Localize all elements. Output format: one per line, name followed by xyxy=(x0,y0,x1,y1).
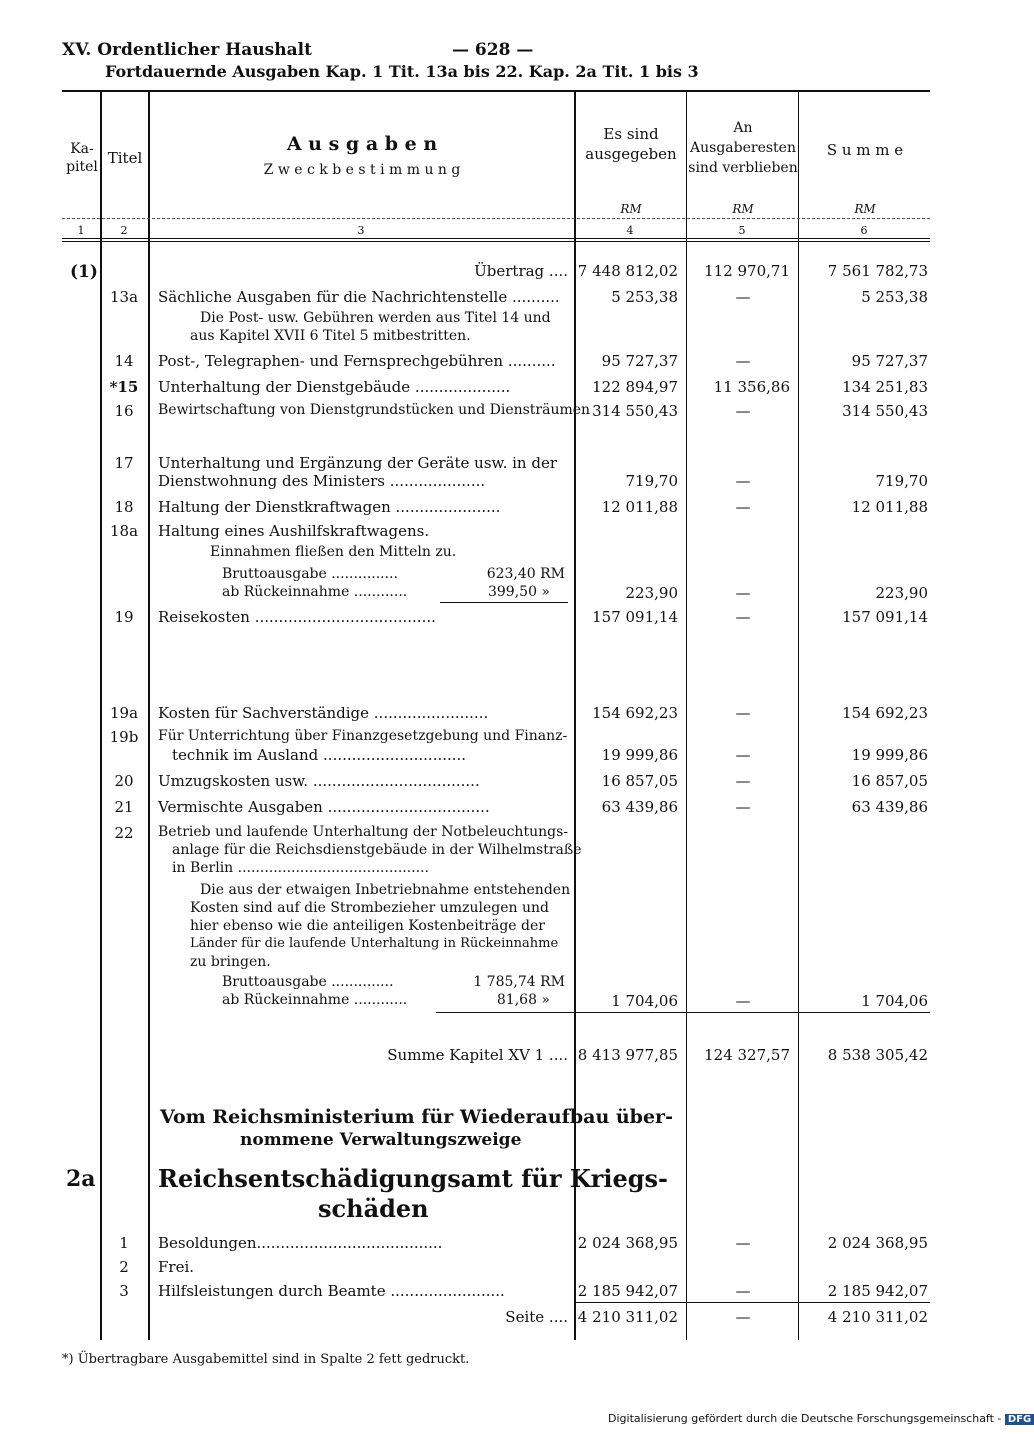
rule-22 xyxy=(436,1012,930,1013)
summe-kapitel-summe: 8 538 305,42 xyxy=(827,1046,928,1064)
brutto-18a-value: 623,40 RM xyxy=(486,566,565,582)
header-bottom-rule-2 xyxy=(62,241,930,242)
note-22-2: Kosten sind auf die Strombezieher umzulegen und xyxy=(190,900,549,916)
brutto-18a-label: Bruttoausgabe ............... xyxy=(222,566,398,582)
dfg-logo: DFG xyxy=(1005,1414,1034,1425)
rule-18a xyxy=(440,602,568,603)
col-num-1: 1 xyxy=(77,224,85,237)
desc-22-2: anlage für die Reichsdienstgebäude in der Wilhelmstraße xyxy=(172,842,582,858)
col-head-zweck: Z w e c k b e s t i m m u n g xyxy=(263,162,461,178)
amount-2a-3: 2 185 942,07 xyxy=(577,1282,678,1300)
desc-2a-1: Besoldungen....................................... xyxy=(158,1234,443,1252)
desc-19: Reisekosten ...................................... xyxy=(158,608,436,626)
sum-16: 314 550,43 xyxy=(842,402,928,420)
unit-5: RM xyxy=(732,202,754,216)
titel-2a-3: 3 xyxy=(119,1282,129,1300)
reste-21: — xyxy=(735,798,751,816)
amount-19b: 19 999,86 xyxy=(601,746,678,764)
uebertrag-reste: 112 970,71 xyxy=(704,262,790,280)
titel-19b: 19b xyxy=(109,728,139,746)
desc-17-2: Dienstwohnung des Ministers .................... xyxy=(158,472,486,490)
sum-19b: 19 999,86 xyxy=(851,746,928,764)
desc-22-1: Betrieb und laufende Unterhaltung der Notbeleuchtungs- xyxy=(158,824,568,840)
rueck-22-value: 81,68 » xyxy=(496,992,550,1008)
rueck-18a-value: 399,50 » xyxy=(487,584,550,600)
header-subtitle: Fortdauernde Ausgaben Kap. 1 Tit. 13a bis 22. Kap. 2a Tit. 1 bis 3 xyxy=(105,62,699,81)
reste-22: — xyxy=(735,992,751,1010)
sum-14: 95 727,37 xyxy=(851,352,928,370)
amount-15: 122 894,97 xyxy=(592,378,678,396)
kapitel-1: (1) xyxy=(70,262,98,282)
amount-14: 95 727,37 xyxy=(601,352,678,370)
desc-15: Unterhaltung der Dienstgebäude .................... xyxy=(158,378,511,396)
col-head-ausgabereste: An Ausgaberesten sind verblieben xyxy=(688,120,798,176)
kapitel-2a: 2a xyxy=(66,1166,96,1192)
amount-17: 719,70 xyxy=(625,472,678,490)
col-head-ausgaben: A u s g a b e n xyxy=(286,133,438,155)
reste-2a-3: — xyxy=(735,1282,751,1300)
col-head-kapitel: Ka- pitel xyxy=(66,141,98,175)
table-top-rule xyxy=(62,90,930,92)
titel-2a-1: 1 xyxy=(119,1234,129,1252)
col-num-5: 5 xyxy=(738,224,746,237)
sum-19a: 154 692,23 xyxy=(842,704,928,722)
sum-18a: 223,90 xyxy=(875,584,928,602)
sum-15: 134 251,83 xyxy=(842,378,928,396)
reste-17: — xyxy=(735,472,751,490)
col-head-ausgegeben: Es sind ausgegeben xyxy=(585,125,677,163)
reste-13a: — xyxy=(735,288,751,306)
col-num-4: 4 xyxy=(626,224,634,237)
sum-20: 16 857,05 xyxy=(851,772,928,790)
uebertrag-summe: 7 561 782,73 xyxy=(827,262,928,280)
sum-18: 12 011,88 xyxy=(851,498,928,516)
titel-21: 21 xyxy=(114,798,134,816)
unit-6: RM xyxy=(854,202,876,216)
reste-16: — xyxy=(735,402,751,420)
desc-13a: Sächliche Ausgaben für die Nachrichtenstelle .......... xyxy=(158,288,560,306)
big-heading-1: Reichsentschädigungsamt für Kriegs- xyxy=(158,1164,669,1193)
desc-18a: Haltung eines Aushilfskraftwagens. xyxy=(158,522,430,540)
seite-label: Seite .... xyxy=(505,1308,568,1326)
sum-17: 719,70 xyxy=(875,472,928,490)
rueck-22-label: ab Rückeinnahme ............ xyxy=(222,992,408,1008)
titel-22: 22 xyxy=(114,824,134,842)
reste-18a: — xyxy=(735,584,751,602)
titel-19: 19 xyxy=(114,608,134,626)
unit-4: RM xyxy=(620,202,642,216)
desc-2a-2: Frei. xyxy=(158,1258,195,1276)
header-title: XV. Ordentlicher Haushalt xyxy=(62,40,312,60)
col-head-summe: S u m m e xyxy=(826,141,904,159)
rule-seite xyxy=(574,1302,930,1303)
desc-19a: Kosten für Sachverständige ........................ xyxy=(158,704,489,722)
reste-19: — xyxy=(735,608,751,626)
titel-14: 14 xyxy=(114,352,134,370)
amount-22: 1 704,06 xyxy=(611,992,678,1010)
reste-15: 11 356,86 xyxy=(713,378,790,396)
titel-13a: 13a xyxy=(109,288,139,306)
note-22-4: Länder für die laufende Unterhaltung in Rückeinnahme xyxy=(190,936,559,951)
big-heading-2: schäden xyxy=(318,1194,429,1223)
header-dash-rule xyxy=(62,218,930,219)
amount-21: 63 439,86 xyxy=(601,798,678,816)
sum-19: 157 091,14 xyxy=(842,608,928,626)
section-heading-1: Vom Reichsministerium für Wiederaufbau über- xyxy=(160,1106,673,1128)
note-22-3: hier ebenso wie die anteiligen Kostenbeiträge der xyxy=(190,918,545,934)
sum-2a-1: 2 024 368,95 xyxy=(827,1234,928,1252)
desc-16: Bewirtschaftung von Dienstgrundstücken und Diensträumen xyxy=(158,402,591,418)
amount-18a: 223,90 xyxy=(625,584,678,602)
reste-18: — xyxy=(735,498,751,516)
titel-18a: 18a xyxy=(109,522,139,540)
col-num-3: 3 xyxy=(357,224,365,237)
titel-20: 20 xyxy=(114,772,134,790)
note-13a-2: aus Kapitel XVII 6 Titel 5 mitbestritten. xyxy=(190,328,471,344)
titel-18: 18 xyxy=(114,498,134,516)
col-num-2: 2 xyxy=(120,224,128,237)
desc-17-1: Unterhaltung und Ergänzung der Geräte usw. in der xyxy=(158,454,558,472)
amount-19: 157 091,14 xyxy=(592,608,678,626)
credit-line xyxy=(608,1412,1034,1425)
sum-21: 63 439,86 xyxy=(851,798,928,816)
note-22-1: Die aus der etwaigen Inbetriebnahme entstehenden xyxy=(200,882,571,898)
amount-16: 314 550,43 xyxy=(592,402,678,420)
header-bottom-rule xyxy=(62,238,930,239)
section-heading-2: nommene Verwaltungszweige xyxy=(240,1130,522,1150)
reste-19b: — xyxy=(735,746,751,764)
desc-19b-1: Für Unterrichtung über Finanzgesetzgebung und Finanz- xyxy=(158,728,568,744)
reste-2a-1: — xyxy=(735,1234,751,1252)
note-13a-1: Die Post- usw. Gebühren werden aus Titel 14 und xyxy=(200,310,551,326)
desc-21: Vermischte Ausgaben .................................. xyxy=(158,798,490,816)
summe-kapitel-label: Summe Kapitel XV 1 .... xyxy=(387,1046,568,1064)
amount-20: 16 857,05 xyxy=(601,772,678,790)
col-rule-4 xyxy=(686,92,687,1340)
sum-2a-3: 2 185 942,07 xyxy=(827,1282,928,1300)
summe-kapitel-reste: 124 327,57 xyxy=(704,1046,790,1064)
sum-22: 1 704,06 xyxy=(861,992,928,1010)
seite-reste: — xyxy=(735,1308,751,1326)
amount-18: 12 011,88 xyxy=(601,498,678,516)
desc-19b-2: technik im Ausland .............................. xyxy=(172,746,467,764)
amount-13a: 5 253,38 xyxy=(611,288,678,306)
reste-19a: — xyxy=(735,704,751,722)
page-number: — 628 — xyxy=(452,40,534,60)
titel-16: 16 xyxy=(114,402,134,420)
brutto-22-value: 1 785,74 RM xyxy=(473,974,565,990)
titel-19a: 19a xyxy=(109,704,139,722)
desc-14: Post-, Telegraphen- und Fernsprechgebühren .......... xyxy=(158,352,556,370)
summe-kapitel-ausgegeben: 8 413 977,85 xyxy=(577,1046,678,1064)
note-22-5: zu bringen. xyxy=(190,954,271,970)
amount-19a: 154 692,23 xyxy=(592,704,678,722)
footnote: *) Übertragbare Ausgabemittel sind in Spalte 2 fett gedruckt. xyxy=(62,1352,470,1367)
col-num-6: 6 xyxy=(860,224,868,237)
titel-2a-2: 2 xyxy=(119,1258,129,1276)
seite-summe: 4 210 311,02 xyxy=(827,1308,928,1326)
desc-18: Haltung der Dienstkraftwagen ...................... xyxy=(158,498,501,516)
credit-text: Digitalisierung gefördert durch die Deutsche Forschungsgemeinschaft - xyxy=(608,1412,1002,1425)
desc-2a-3: Hilfsleistungen durch Beamte ........................ xyxy=(158,1282,505,1300)
amount-2a-1: 2 024 368,95 xyxy=(577,1234,678,1252)
titel-15: *15 xyxy=(109,378,139,396)
reste-14: — xyxy=(735,352,751,370)
uebertrag-label: Übertrag .... xyxy=(474,262,568,280)
titel-17: 17 xyxy=(114,454,134,472)
reste-20: — xyxy=(735,772,751,790)
uebertrag-ausgegeben: 7 448 812,02 xyxy=(577,262,678,280)
desc-20: Umzugskosten usw. ................................... xyxy=(158,772,480,790)
col-rule-5 xyxy=(798,92,799,1340)
desc-22-3: in Berlin ........................................... xyxy=(172,860,429,876)
note-18a: Einnahmen fließen den Mitteln zu. xyxy=(210,544,457,560)
col-head-titel: Titel xyxy=(107,149,143,167)
rueck-18a-label: ab Rückeinnahme ............ xyxy=(222,584,408,600)
sum-13a: 5 253,38 xyxy=(861,288,928,306)
brutto-22-label: Bruttoausgabe .............. xyxy=(222,974,394,990)
seite-ausgegeben: 4 210 311,02 xyxy=(577,1308,678,1326)
